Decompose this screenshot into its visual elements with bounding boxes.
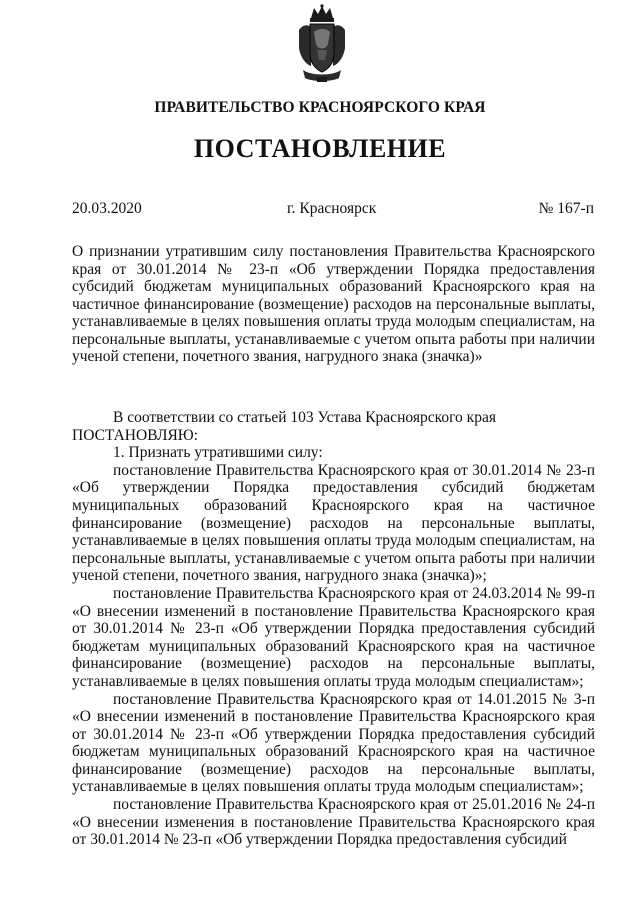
coat-of-arms-icon [297, 4, 347, 84]
decree-word: ПОСТАНОВЛЯЮ: [72, 426, 199, 444]
list-item: постановление Правительства Красноярского края от 30.01.2014 № 23-п «Об утверждении Порядка предоставления субсидий бюджетам муниципальных образований Красноярского края на частичное финансирование (возмещение) расходов на персональные выплаты, устанавливаемые в целях повышения оплаты труда молодым специалистам, на персональные выплаты, устанавливаемые с учетом опыта работы при наличии ученой степени, почетного звания, нагрудного знака (значка)»; [72, 461, 595, 585]
item-1: 1. Признать утратившими силу: [113, 444, 323, 462]
document-city: г. Красноярск [287, 200, 377, 217]
document-subject: О признании утратившим силу постановления Правительства Красноярского края от 30.01.2014 № 23-п «Об утверждении Порядка предоставления субсидий бюджетам муниципальных образований Красноярского края на частичное финансирование (возмещение) расходов на персональные выплаты, устанавливаемые в целях повышения оплаты труда молодым специалистам, на персональные выплаты, устанавливаемые с учетом опыта работы при наличии ученой степени, почетного звания, нагрудного знака (значка)» [72, 243, 595, 365]
list-item: постановление Правительства Красноярского края от 14.01.2015 № 3-п «О внесении изменений в постановление Правительства Красноярского края от 30.01.2014 № 23-п «Об утверждении Порядка предоставления субсидий бюджетам муниципальных образований Красноярского края на частичное финансирование (возмещение) расходов на персональные выплаты, устанавливаемые в целях повышения оплаты труда молодым специалистам»; [72, 690, 595, 796]
organization-name: ПРАВИТЕЛЬСТВО КРАСНОЯРСКОГО КРАЯ [154, 99, 486, 116]
list-item: постановление Правительства Красноярского края от 24.03.2014 № 99-п «О внесении изменений в постановление Правительства Красноярского края от 30.01.2014 № 23-п «Об утверждении Порядка предоставления субсидий бюджетам муниципальных образований Красноярского края на частичное финансирование (возмещение) расходов на персональные выплаты, устанавливаемые в целях повышения оплаты труда молодым специалистам»; [72, 584, 595, 690]
preamble: В соответствии со статьей 103 Устава Красноярского края [113, 409, 496, 426]
document-type: ПОСТАНОВЛЕНИЕ [193, 134, 447, 163]
list-item: постановление Правительства Красноярского края от 25.01.2016 № 24-п «О внесении изменения в постановление Правительства Красноярского края от 30.01.2014 № 23-п «Об утверждении Порядка предоставления субсидий [72, 796, 595, 849]
document-date: 20.03.2020 [72, 200, 142, 217]
document-number: № 167-п [538, 200, 594, 217]
document-body [72, 409, 595, 849]
